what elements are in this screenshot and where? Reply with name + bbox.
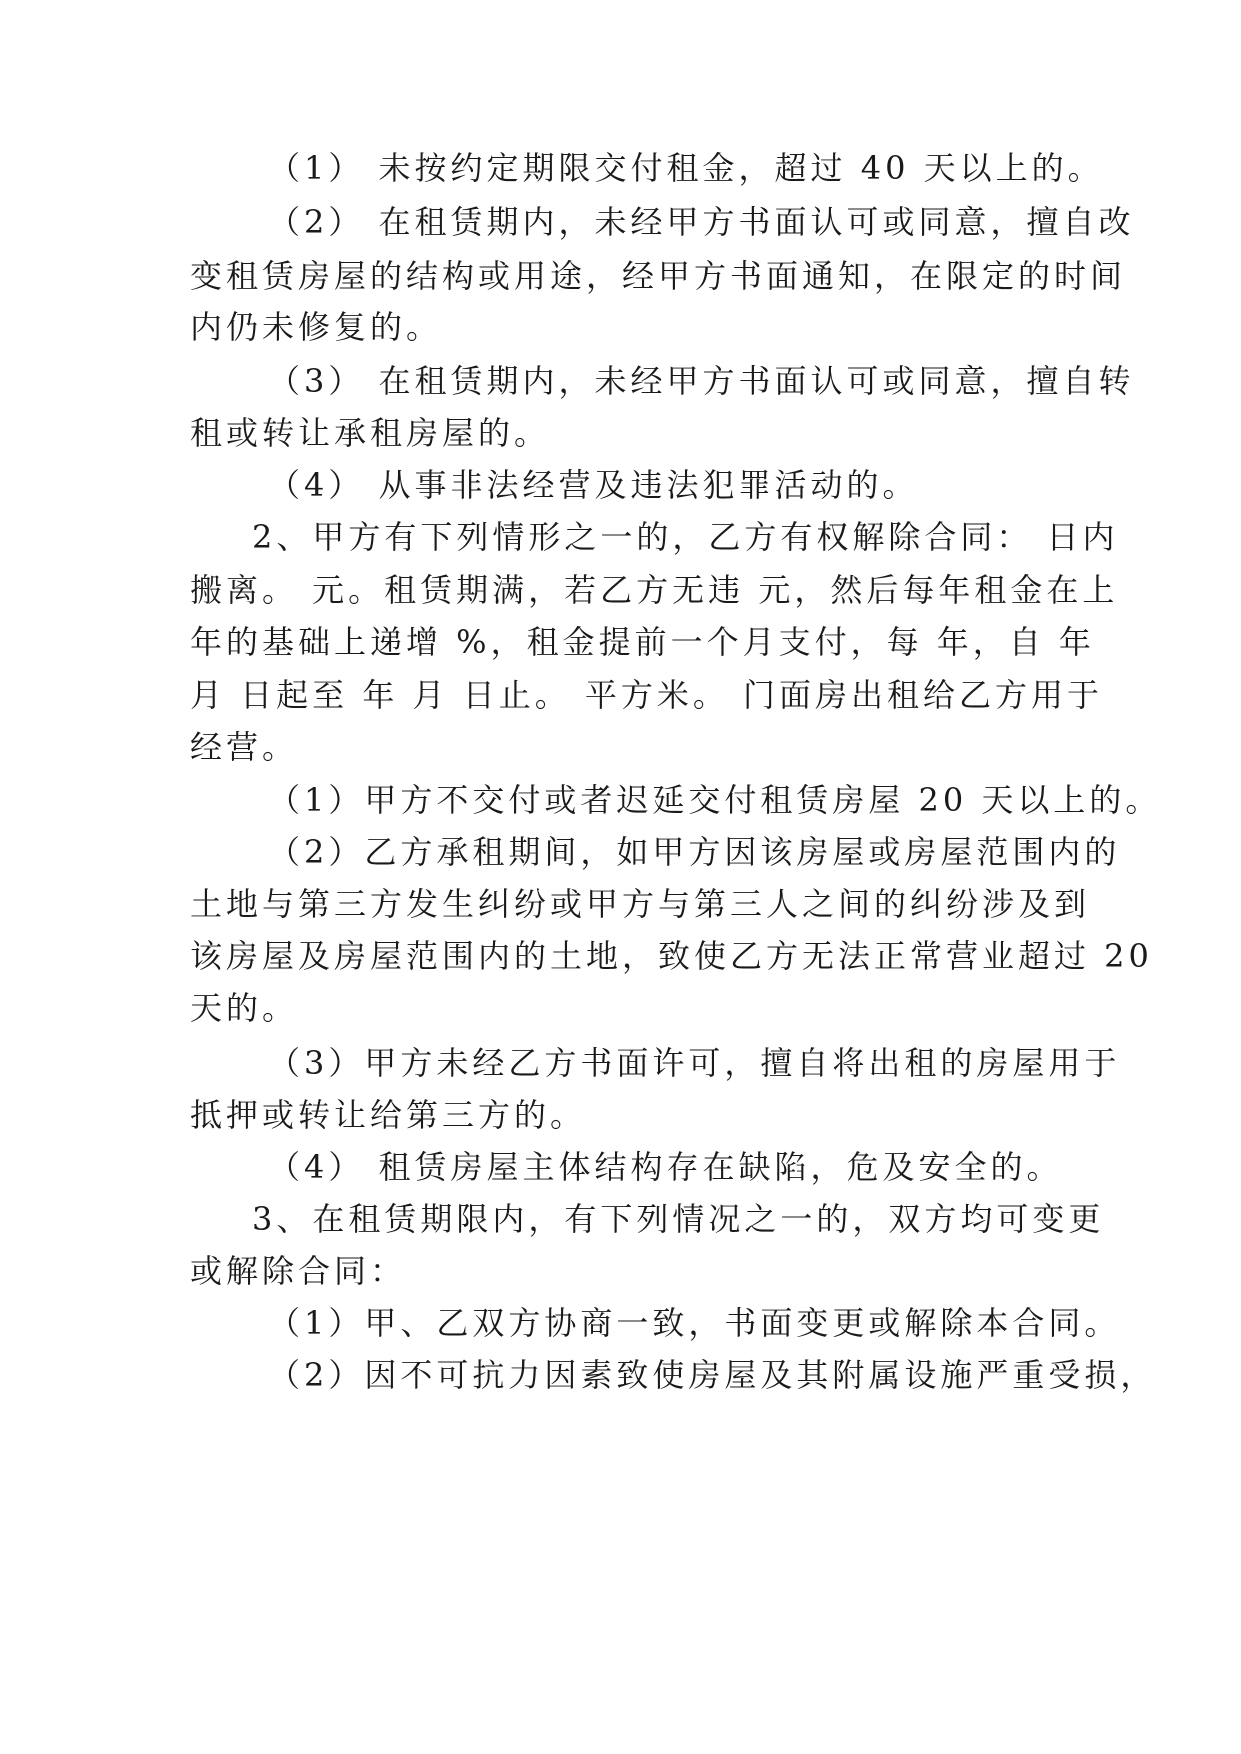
clause-3-heading-line-1: 3、在租赁期限内，有下列情况之一的，双方均可变更 [252, 1200, 1105, 1238]
clause-2-heading-line-1: 2、甲方有下列情形之一的，乙方有权解除合同： 日内 [252, 518, 1119, 556]
clause-1-2-line-3: 内仍未修复的。 [190, 308, 443, 346]
clause-2-2-line-4: 天的。 [190, 989, 299, 1027]
clause-2-heading-line-2: 搬离。 元。租赁期满，若乙方无违 元，然后每年租金在上 [190, 571, 1119, 609]
clause-2-3-line-2: 抵押或转让给第三方的。 [190, 1096, 587, 1134]
clause-1-2-line-1: （2） 在租赁期内，未经甲方书面认可或同意，擅自改 [268, 203, 1135, 241]
clause-1-3-line-1: （3） 在租赁期内，未经甲方书面认可或同意，擅自转 [268, 362, 1135, 400]
clause-2-4-line-1: （4） 租赁房屋主体结构存在缺陷，危及安全的。 [268, 1148, 1063, 1186]
clause-2-3-line-1: （3）甲方未经乙方书面许可，擅自将出租的房屋用于 [268, 1044, 1121, 1082]
clause-2-1-line-1: （1）甲方不交付或者迟延交付租赁房屋 20 天以上的。 [268, 781, 1162, 819]
clause-1-1-line-1: （1） 未按约定期限交付租金，超过 40 天以上的。 [268, 149, 1104, 187]
clause-1-3-line-2: 租或转让承租房屋的。 [190, 414, 551, 452]
clause-2-heading-line-5: 经营。 [190, 728, 299, 766]
clause-3-1-line-1: （1）甲、乙双方协商一致，书面变更或解除本合同。 [268, 1304, 1121, 1342]
clause-1-4-line-1: （4） 从事非法经营及违法犯罪活动的。 [268, 466, 919, 504]
clause-2-heading-line-3: 年的基础上递增 %，租金提前一个月支付，每 年，自 年 [190, 623, 1095, 661]
clause-2-2-line-2: 土地与第三方发生纠纷或甲方与第三人之间的纠纷涉及到 [190, 885, 1091, 923]
clause-2-2-line-3: 该房屋及房屋范围内的土地，致使乙方无法正常营业超过 20 [190, 937, 1153, 975]
clause-3-heading-line-2: 或解除合同： [190, 1252, 407, 1290]
clause-2-heading-line-4: 月 日起至 年 月 日止。 平方米。 门面房出租给乙方用于 [190, 676, 1104, 714]
clause-1-2-line-2: 变租赁房屋的结构或用途，经甲方书面通知，在限定的时间 [190, 257, 1127, 295]
clause-3-2-line-1: （2）因不可抗力因素致使房屋及其附属设施严重受损， [268, 1356, 1157, 1394]
clause-2-2-line-1: （2）乙方承租期间，如甲方因该房屋或房屋范围内的 [268, 833, 1121, 871]
